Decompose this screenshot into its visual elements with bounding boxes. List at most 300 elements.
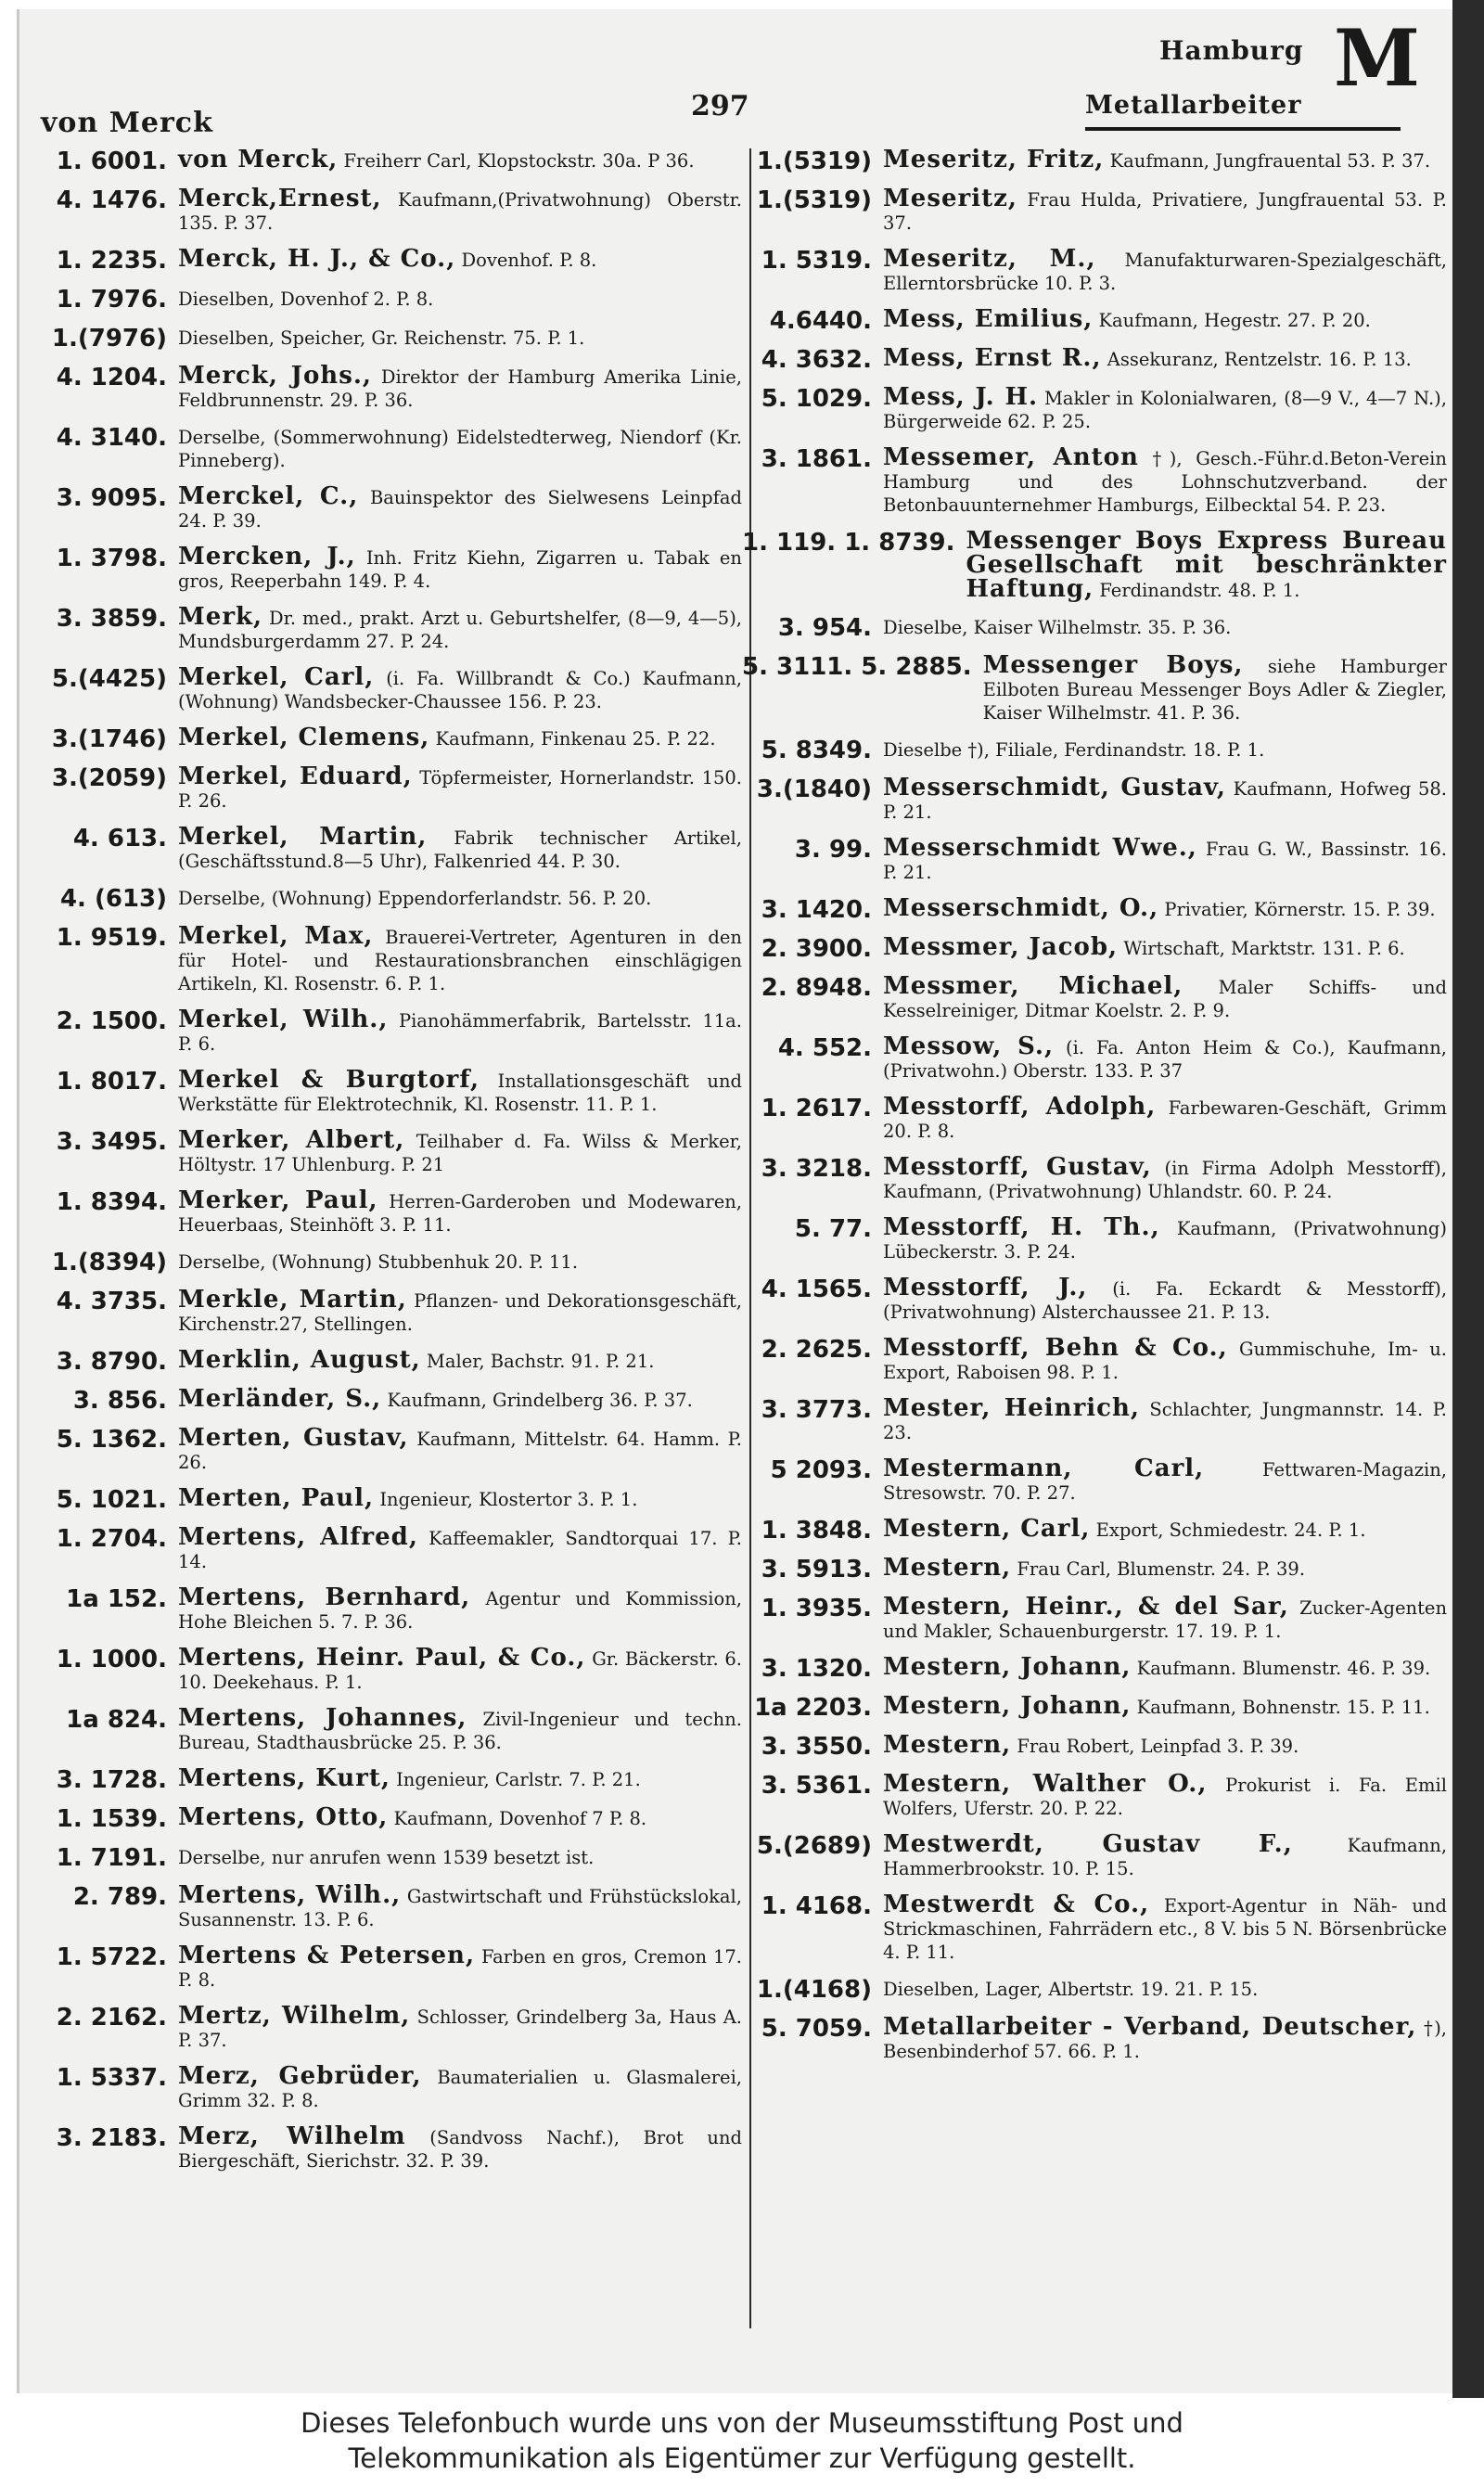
subscriber-name: Merkel, Clemens, xyxy=(178,724,430,751)
subscriber-name: Merz, Wilhelm xyxy=(178,2122,406,2150)
subscriber-details: (i. Fa. Anton Heim & Co.), Kaufmann, (Privatwohn.) Oberstr. 133. P. 37 xyxy=(883,1037,1447,1082)
directory-entry xyxy=(742,737,1447,763)
subscriber-details: †), Besenbinderhof 57. 66. P. 1. xyxy=(883,2018,1448,2062)
directory-entry xyxy=(37,2122,743,2173)
phone-number: 1.(4168) xyxy=(756,1976,872,2004)
directory-entry xyxy=(37,362,742,412)
phone-number: 3.(1840) xyxy=(756,776,872,803)
subscriber-details: Dieselben, Dovenhof 2. P. 8. xyxy=(178,288,434,310)
subscriber-name: Messemer, Anton xyxy=(883,443,1139,471)
phone-number: 1a 2203. xyxy=(754,1694,872,1722)
subscriber-details: Export, Schmiedestr. 24. P. 1. xyxy=(1095,1519,1366,1541)
entry-body xyxy=(883,2013,1448,2063)
subscriber-name: Merck, Johs., xyxy=(178,362,372,390)
subscriber-details: Schlachter, Jungmannstr. 14. P. 23. xyxy=(883,1399,1447,1443)
directory-entry xyxy=(37,1346,742,1376)
entry-body xyxy=(178,1944,742,1992)
directory-entry xyxy=(742,1692,1447,1722)
entry-body xyxy=(178,2122,743,2173)
subscriber-details: Direktor der Hamburg Amerika Linie, Feldbrunnenstr. 29. P. 36. xyxy=(178,366,742,411)
entry-body xyxy=(178,1186,742,1237)
phone-number: 3. 2183. xyxy=(56,2124,167,2152)
subscriber-details: Kaufmann, Grindelberg 36. P. 37. xyxy=(387,1390,693,1411)
directory-entry xyxy=(37,245,742,275)
entry-body xyxy=(883,1977,1447,2001)
phone-number: 3. 954. xyxy=(777,614,872,642)
subscriber-name: Merkel, Eduard, xyxy=(178,763,413,790)
subscriber-name: von Merck, xyxy=(178,146,339,173)
phone-number: 2. 789. xyxy=(72,1883,167,1911)
directory-entry xyxy=(37,1126,742,1176)
directory-entry xyxy=(37,1583,742,1634)
subscriber-name: Mertz, Wilhelm, xyxy=(178,2002,411,2030)
phone-number: 2. 2625. xyxy=(761,1336,872,1364)
phone-number: 4.6440. xyxy=(769,307,872,335)
directory-entry xyxy=(742,305,1447,335)
directory-entry xyxy=(742,187,1447,235)
subscriber-details: Brauerei-Vertreter, Agenturen in den für Hotel- und Restaurationsbranchen einschlägigen Artikeln, Kl. Rosenstr. 6. P. 1. xyxy=(178,927,742,994)
directory-entry xyxy=(742,1554,1447,1583)
directory-entry xyxy=(742,834,1447,884)
subscriber-details: Herren-Garderoben und Modewaren, Heuerbaas, Steinhöft 3. P. 11. xyxy=(178,1191,742,1236)
entry-body xyxy=(178,2062,742,2112)
subscriber-name: Mestern, Johann, xyxy=(883,1692,1132,1720)
subscriber-details: Dovenhof. P. 8. xyxy=(461,250,597,271)
subscriber-name: Meseritz, xyxy=(883,185,1017,212)
directory-entry xyxy=(37,326,742,352)
phone-number: 4. 1204. xyxy=(56,364,167,391)
page-header xyxy=(0,0,1484,139)
directory-entry xyxy=(37,482,742,532)
subscriber-details: Kaufmann. Blumenstr. 46. P. 39. xyxy=(1136,1658,1431,1679)
subscriber-name: Messenger Boys Express Bureau Gesellschaft mit beschränkter Haftung, xyxy=(966,527,1447,603)
phone-number: 1.(5319) xyxy=(756,147,872,175)
subscriber-details: Kaufmann, Hegestr. 27. P. 20. xyxy=(1098,310,1371,331)
subscriber-name: Merkle, Martin, xyxy=(178,1286,407,1314)
subscriber-name: Merk, xyxy=(178,603,263,631)
entry-body xyxy=(178,922,742,995)
entry-body xyxy=(178,1704,742,1754)
subscriber-details: Kaufmann, Mittelstr. 64. Hamm. P. 26. xyxy=(178,1429,742,1473)
subscriber-details: Derselbe, (Wohnung) Eppendorferlandstr. 56. P. 20. xyxy=(178,888,652,909)
subscriber-details: Schlosser, Grindelberg 3a, Haus A. P. 37. xyxy=(178,2006,743,2051)
subscriber-details: Makler in Kolonialwaren, (8—9 V., 4—7 N.), Bürgerweide 62. P. 25. xyxy=(883,388,1447,432)
entry-body xyxy=(178,326,742,350)
entry-body xyxy=(178,362,742,412)
phone-number: 1. 3798. xyxy=(56,545,167,572)
phone-number: 3. 8790. xyxy=(56,1348,167,1376)
phone-number: 2. 2162. xyxy=(56,2004,167,2032)
phone-number: 2. 3900. xyxy=(761,935,872,963)
entry-body xyxy=(178,1803,742,1831)
subscriber-details: Kaufmann, Finkenau 25. P. 22. xyxy=(435,728,716,750)
subscriber-name: Merck, H. J., & Co., xyxy=(178,245,456,273)
phone-number: 4. 3632. xyxy=(761,346,872,374)
subscriber-name: Messerschmidt, O., xyxy=(883,894,1159,922)
subscriber-details: (i. Fa. Willbrandt & Co.) Kaufmann, (Wohnung) Wandsbecker-Chaussee 156. P. 23. xyxy=(178,668,742,712)
phone-number: 1. 3848. xyxy=(761,1517,872,1545)
phone-number: 3. 1861. xyxy=(761,445,872,473)
phone-number: 5. 8349. xyxy=(761,737,872,764)
directory-entry xyxy=(742,1457,1447,1505)
subscriber-details: Kaufmann, (Privatwohnung) Lübeckerstr. 3. P. 24. xyxy=(883,1218,1448,1263)
entry-body xyxy=(178,1484,742,1512)
directory-entry xyxy=(37,1944,742,1992)
subscriber-details: Ferdinandstr. 48. P. 1. xyxy=(1099,580,1300,601)
entry-body xyxy=(883,148,1447,173)
subscriber-name: Mestwerdt, Gustav F., xyxy=(883,1830,1293,1858)
subscriber-details: Dieselben, Lager, Albertstr. 19. 21. P. 15. xyxy=(883,1979,1259,2000)
entry-body xyxy=(178,1583,742,1634)
entry-body xyxy=(883,1593,1448,1643)
subscriber-name: Mertens, Kurt, xyxy=(178,1764,390,1792)
phone-number: 5.(4425) xyxy=(51,665,167,693)
directory-entry xyxy=(742,1977,1447,2003)
entry-body xyxy=(883,1554,1447,1582)
subscriber-details: siehe Hamburger Eilboten Bureau Messenger Boys Adler & Ziegler, Kaiser Wilhelmstr. 41. P. 36. xyxy=(982,656,1447,724)
directory-entry xyxy=(37,823,742,873)
directory-entry xyxy=(37,148,742,174)
subscriber-details: Teilhaber d. Fa. Wilss & Merker, Höltystr. 17 Uhlenburg. P. 21 xyxy=(178,1131,742,1175)
subscriber-name: Mestermann, Carl, xyxy=(883,1455,1205,1482)
entry-body xyxy=(883,1770,1447,1820)
entry-body xyxy=(883,894,1447,922)
phone-number: 5. 3111. 5. 2885. xyxy=(742,653,972,681)
subscriber-name: Mercken, J., xyxy=(178,543,356,570)
directory-entry xyxy=(742,1032,1447,1083)
directory-entry xyxy=(37,1484,742,1514)
subscriber-name: Messmer, Michael, xyxy=(883,972,1183,1000)
subscriber-details: Gr. Bäckerstr. 6. 10. Deekehaus. P. 1. xyxy=(178,1648,742,1693)
phone-number: 3. 1420. xyxy=(761,896,872,924)
entry-body xyxy=(883,1515,1447,1543)
subscriber-details: Prokurist i. Fa. Emil Wolfers, Uferstr. 20. P. 22. xyxy=(883,1775,1447,1819)
directory-entry xyxy=(37,1186,742,1237)
subscriber-name: Merckel, C., xyxy=(178,482,359,510)
subscriber-name: Messtorff, J., xyxy=(883,1274,1088,1301)
phone-number: 4. 3735. xyxy=(56,1288,167,1315)
subscriber-details: Freiherr Carl, Klopstockstr. 30a. P 36. xyxy=(343,150,695,172)
subscriber-name: Merkel & Burgtorf, xyxy=(178,1066,480,1094)
subscriber-details: Agentur und Kommission, Hohe Bleichen 5. 7. P. 36. xyxy=(178,1588,742,1633)
phone-number: 1. 7976. xyxy=(56,286,167,314)
directory-entry xyxy=(742,1213,1448,1263)
phone-number: 3. 5913. xyxy=(761,1556,872,1583)
phone-number: 1. 8017. xyxy=(56,1068,167,1096)
subscriber-details: Farben en gros, Cremon 17. P. 8. xyxy=(178,1946,742,1991)
subscriber-details: Bauinspektor des Sielwesens Leinpfad 24. P. 39. xyxy=(178,487,742,532)
entry-body xyxy=(178,1845,742,1869)
phone-number: 1. 5722. xyxy=(56,1943,167,1971)
running-head-left: von Merck xyxy=(41,107,213,139)
directory-entry xyxy=(37,1845,742,1871)
entry-body xyxy=(883,1731,1447,1759)
directory-entry xyxy=(37,1066,742,1116)
phone-number: 1. 5337. xyxy=(56,2064,167,2092)
phone-number: 5. 1029. xyxy=(761,385,872,413)
subscriber-details: Fabrik technischer Artikel,(Geschäftsstund.8—5 Uhr), Falkenried 44. P. 30. xyxy=(178,827,742,872)
subscriber-name: Messtorff, Adolph, xyxy=(883,1093,1157,1121)
directory-entry xyxy=(742,1731,1447,1761)
subscriber-name: Messow, S., xyxy=(883,1032,1055,1060)
entry-body xyxy=(883,615,1447,639)
footer-line-1: Dieses Telefonbuch wurde uns von der Museumsstiftung Post und xyxy=(301,2407,1183,2439)
subscriber-name: Messtorff, Gustav, xyxy=(883,1153,1152,1181)
subscriber-details: Frau G. W., Bassinstr. 16. P. 21. xyxy=(883,839,1447,883)
directory-entry xyxy=(37,922,742,995)
phone-number: 1. 2617. xyxy=(761,1095,872,1122)
phone-number: 3. 3550. xyxy=(761,1733,872,1761)
phone-number: 1. 4168. xyxy=(761,1892,872,1920)
directory-entry xyxy=(742,1153,1447,1203)
directory-entry xyxy=(742,1893,1447,1964)
phone-number: 5 2093. xyxy=(770,1456,872,1484)
subscriber-details: Dr. med., prakt. Arzt u. Geburtshelfer, (8—9, 4—5), Mundsburgerdamm 27. P. 24. xyxy=(178,608,742,652)
subscriber-name: Merten, Gustav, xyxy=(178,1424,409,1452)
footer-notice xyxy=(0,2398,1484,2487)
subscriber-name: Messmer, Jacob, xyxy=(883,933,1119,961)
directory-entry xyxy=(742,148,1447,174)
subscriber-details: Inh. Fritz Kiehn, Zigarren u. Tabak en gros, Reeperbahn 149. P. 4. xyxy=(178,547,742,592)
phone-number: 3.(2059) xyxy=(51,764,167,792)
entry-body xyxy=(178,1881,742,1931)
subscriber-name: Mestern, Carl, xyxy=(883,1515,1091,1543)
directory-entry xyxy=(742,1770,1447,1820)
entry-body xyxy=(883,344,1447,372)
entry-body xyxy=(883,1334,1447,1384)
entry-body xyxy=(883,737,1447,762)
subscriber-name: Mestern, Walther O., xyxy=(883,1770,1208,1798)
subscriber-name: Mertens, Alfred, xyxy=(178,1523,418,1551)
subscriber-name: Merklin, August, xyxy=(178,1346,421,1374)
header-rule xyxy=(1085,127,1401,131)
directory-entry xyxy=(742,1394,1447,1444)
subscriber-name: Meseritz, Fritz, xyxy=(883,146,1105,173)
phone-number: 4. (613) xyxy=(59,885,167,913)
left-column xyxy=(37,148,742,2186)
entry-body xyxy=(178,726,742,750)
subscriber-name: Mertens, Bernhard, xyxy=(178,1583,471,1611)
subscriber-details: Frau Carl, Blumenstr. 24. P. 39. xyxy=(1017,1558,1306,1580)
entry-body xyxy=(883,1093,1447,1143)
subscriber-details: Derselbe, nur anrufen wenn 1539 besetzt ist. xyxy=(178,1847,595,1868)
entry-body xyxy=(178,482,742,532)
entry-body xyxy=(982,651,1447,724)
phone-number: 3. 99. xyxy=(794,836,872,864)
phone-number: 1. 5319. xyxy=(761,247,872,275)
phone-number: 4. 552. xyxy=(777,1034,872,1062)
subscriber-name: Merten, Paul, xyxy=(178,1484,375,1512)
directory-entry xyxy=(37,545,742,593)
entry-body xyxy=(883,1893,1447,1964)
directory-entry xyxy=(37,1008,742,1056)
subscriber-details: Zucker-Agenten und Makler, Schauenburgerstr. 17. 19. P. 1. xyxy=(883,1597,1448,1642)
phone-number: 1. 119. 1. 8739. xyxy=(742,529,955,557)
phone-number: 1a 152. xyxy=(66,1585,167,1613)
phone-number: 1. 2235. xyxy=(56,247,167,275)
directory-entry xyxy=(37,765,742,813)
section-letter: M xyxy=(1334,12,1420,104)
phone-number: 5. 1362. xyxy=(56,1426,167,1454)
phone-number: 3. 1320. xyxy=(761,1655,872,1683)
subscriber-details: Pflanzen- und Dekorationsgeschäft, Kirchenstr.27, Stellingen. xyxy=(178,1290,742,1335)
entry-body xyxy=(883,776,1447,824)
directory-entry xyxy=(37,2062,742,2112)
directory-entry xyxy=(37,1424,742,1474)
phone-number: 1.(5319) xyxy=(756,186,872,214)
subscriber-details: Maler Schiffs- und Kesselreiniger, Ditmar Koelstr. 2. P. 9. xyxy=(883,977,1447,1021)
directory-entry xyxy=(742,1093,1447,1143)
subscriber-details: Export-Agentur in Näh- und Strickmaschinen, Fahrrädern etc., 8 V. bis 5 N. Börsenbrücke 4. P. 11. xyxy=(883,1895,1447,1963)
directory-entry xyxy=(742,2013,1448,2063)
directory-entry xyxy=(37,287,742,313)
entry-body xyxy=(178,245,742,273)
subscriber-name: Mestwerdt & Co., xyxy=(883,1891,1150,1918)
phone-number: 1.(8394) xyxy=(51,1249,167,1276)
subscriber-name: Merländer, S., xyxy=(178,1385,382,1413)
subscriber-details: Dieselbe †), Filiale, Ferdinandstr. 18. P. 1. xyxy=(883,739,1265,761)
phone-number: 4. 3140. xyxy=(56,424,167,452)
directory-entry xyxy=(37,425,742,472)
directory-entry xyxy=(37,1385,742,1415)
phone-number: 3. 3218. xyxy=(761,1155,872,1183)
phone-number: 5. 7059. xyxy=(761,2015,872,2043)
entry-body xyxy=(883,443,1447,517)
directory-entry xyxy=(742,527,1447,603)
subscriber-name: Mertens, Otto, xyxy=(178,1803,389,1831)
phone-number: 3.(1746) xyxy=(51,725,167,753)
subscriber-name: Merkel, Wilh., xyxy=(178,1006,389,1033)
subscriber-name: Mester, Heinrich, xyxy=(883,1394,1140,1422)
directory-entry xyxy=(742,651,1447,724)
subscriber-details: Assekuranz, Rentzelstr. 16. P. 13. xyxy=(1107,349,1412,370)
entry-body xyxy=(178,823,742,873)
phone-number: 3. 856. xyxy=(72,1387,167,1415)
entry-body xyxy=(966,527,1447,603)
subscriber-details: Kaufmann,(Privatwohnung) Oberstr. 135. P. 37. xyxy=(178,189,742,234)
entry-body xyxy=(178,1644,742,1694)
subscriber-name: Mertens & Petersen, xyxy=(178,1942,475,1969)
directory-entry xyxy=(742,894,1447,924)
subscriber-name: Merker, Albert, xyxy=(178,1126,405,1154)
directory-entry xyxy=(742,443,1447,517)
directory-entry xyxy=(37,663,742,713)
directory-entry xyxy=(742,1830,1448,1880)
subscriber-name: Mess, J. H. xyxy=(883,383,1039,411)
entry-body xyxy=(883,187,1447,235)
subscriber-name: Messenger Boys, xyxy=(982,651,1244,679)
entry-body xyxy=(178,1346,742,1374)
entry-body xyxy=(178,663,742,713)
directory-entry xyxy=(742,1276,1447,1324)
subscriber-name: Mestern, Heinr., & del Sar, xyxy=(883,1593,1289,1621)
phone-number: 1.(7976) xyxy=(51,325,167,353)
entry-body xyxy=(178,1066,742,1116)
phone-number: 3. 5361. xyxy=(761,1772,872,1800)
directory-entry xyxy=(742,344,1447,374)
subscriber-details: †), Gesch.-Führ.d.Beton-Verein Hamburg und des Lohnschutzverband. der Betonbauunternehmer Hamburgs, Eilbecktal 54. P. 23. xyxy=(883,448,1447,516)
subscriber-details: Derselbe, (Sommerwohnung) Eidelstedterweg, Niendorf (Kr. Pinneberg). xyxy=(178,427,742,471)
phone-number: 4. 613. xyxy=(72,825,167,853)
subscriber-details: Pianohämmerfabrik, Bartelsstr. 11a. P. 6. xyxy=(178,1010,742,1055)
subscriber-details: Dieselbe, Kaiser Wilhelmstr. 35. P. 36. xyxy=(883,617,1232,638)
directory-entry xyxy=(37,1288,742,1336)
directory-entry xyxy=(742,933,1447,963)
subscriber-name: Mestern, xyxy=(883,1554,1012,1582)
subscriber-name: Mertens, Johannes, xyxy=(178,1704,467,1732)
directory-entry xyxy=(37,886,742,912)
phone-number: 1. 1000. xyxy=(56,1646,167,1673)
directory-entry xyxy=(37,187,742,235)
subscriber-details: Ingenieur, Carlstr. 7. P. 21. xyxy=(396,1769,641,1790)
entry-body xyxy=(883,1653,1447,1681)
subscriber-details: Dieselben, Speicher, Gr. Reichenstr. 75. P. 1. xyxy=(178,327,585,349)
subscriber-details: Kaufmann, Hofweg 58. P. 21. xyxy=(883,778,1447,823)
entry-body xyxy=(883,933,1447,961)
subscriber-name: Mess, Emilius, xyxy=(883,305,1094,333)
directory-entry xyxy=(37,726,742,752)
phone-number: 1. 1539. xyxy=(56,1805,167,1833)
right-column xyxy=(742,148,1447,2076)
entry-body xyxy=(883,383,1447,433)
phone-number: 3. 3495. xyxy=(56,1128,167,1156)
subscriber-name: Messerschmidt, Gustav, xyxy=(883,774,1226,801)
entry-body xyxy=(883,972,1447,1022)
subscriber-name: Merkel, Carl, xyxy=(178,663,375,691)
entry-body xyxy=(883,1213,1448,1263)
phone-number: 2. 8948. xyxy=(761,974,872,1002)
entry-body xyxy=(178,886,742,910)
subscriber-details: Fettwaren-Magazin, Stresowstr. 70. P. 27. xyxy=(883,1459,1447,1504)
entry-body xyxy=(178,765,742,813)
subscriber-details: Kaffeemakler, Sandtorquai 17. P. 14. xyxy=(178,1528,742,1572)
subscriber-details: Derselbe, (Wohnung) Stubbenhuk 20. P. 11. xyxy=(178,1251,579,1273)
phone-number: 1. 2704. xyxy=(56,1525,167,1553)
entry-body xyxy=(883,245,1448,295)
directory-entry xyxy=(742,1334,1447,1384)
entry-body xyxy=(178,1764,742,1792)
entry-body xyxy=(883,1032,1447,1083)
directory-entry xyxy=(742,972,1447,1022)
directory-entry xyxy=(742,1653,1447,1683)
subscriber-details: Kaufmann, Hammerbrookstr. 10. P. 15. xyxy=(883,1835,1448,1879)
subscriber-details: Zivil-Ingenieur und techn. Bureau, Stadthausbrücke 25. P. 36. xyxy=(178,1709,742,1753)
phone-number: 3. 1728. xyxy=(56,1766,167,1794)
subscriber-name: Metallarbeiter - Verband, Deutscher, xyxy=(883,2013,1417,2041)
subscriber-details: (Sandvoss Nachf.), Brot und Biergeschäft, Sierichstr. 32. P. 39. xyxy=(178,2127,743,2172)
entry-body xyxy=(883,1153,1447,1203)
entry-body xyxy=(178,1250,742,1274)
entry-body xyxy=(178,425,742,472)
directory-entry xyxy=(37,1803,742,1833)
subscriber-details: (in Firma Adolph Messtorff), Kaufmann, (Privatwohnung) Uhlandstr. 60. P. 24. xyxy=(883,1158,1447,1202)
subscriber-name: Mestern, Johann, xyxy=(883,1653,1132,1681)
subscriber-details: Frau Hulda, Privatiere, Jungfrauental 53. P. 37. xyxy=(883,189,1447,234)
subscriber-details: Maler, Bachstr. 91. P. 21. xyxy=(426,1351,655,1372)
page-number: 297 xyxy=(691,90,749,122)
phone-number: 3. 3859. xyxy=(56,605,167,633)
phone-number: 4. 1565. xyxy=(761,1276,872,1303)
phone-number: 5.(2689) xyxy=(756,1832,872,1860)
entry-body xyxy=(883,1394,1447,1444)
entry-body xyxy=(178,1385,742,1413)
directory-entry xyxy=(742,383,1447,433)
page-edge-shadow xyxy=(1452,0,1484,2398)
subscriber-details: Gummischuhe, Im- u. Export, Raboisen 98. P. 1. xyxy=(883,1339,1447,1383)
subscriber-name: Mertens, Wilh., xyxy=(178,1881,402,1909)
footer-line-2: Telekommunikation als Eigentümer zur Verfügung gestellt. xyxy=(348,2442,1136,2474)
subscriber-name: Merkel, Martin, xyxy=(178,823,428,851)
